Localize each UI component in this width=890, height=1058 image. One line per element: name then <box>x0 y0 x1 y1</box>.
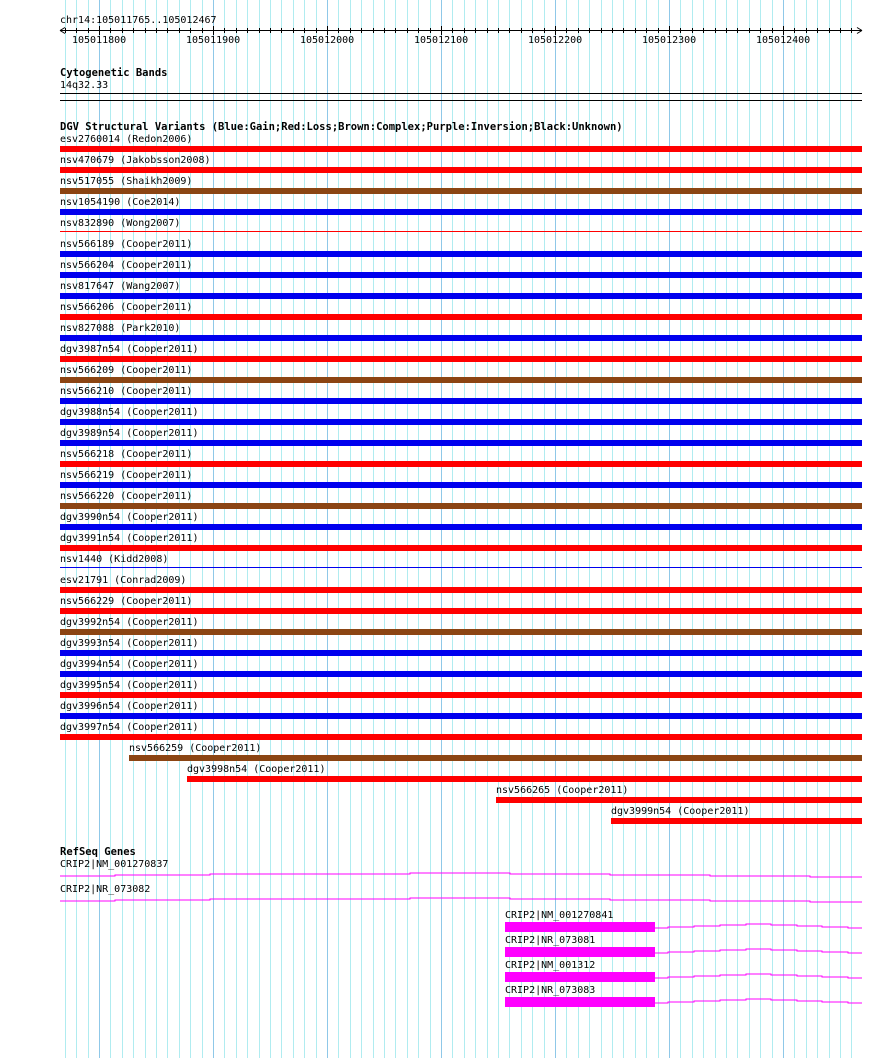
dgv-title: DGV Structural Variants (Blue:Gain;Red:Loss;Brown:Complex;Purple:Inversion;Black:Unknown) <box>60 121 623 133</box>
variant-label[interactable]: dgv3997n54 (Cooper2011) <box>60 722 199 733</box>
variant-bar[interactable] <box>60 314 862 320</box>
variant-bar[interactable] <box>60 650 862 656</box>
variant-bar[interactable] <box>60 608 862 614</box>
variant-bar[interactable] <box>60 146 862 152</box>
variant-bar[interactable] <box>60 734 862 740</box>
variant-bar[interactable] <box>60 167 862 173</box>
variant-label[interactable]: nsv832890 (Wong2007) <box>60 218 181 229</box>
variant-label[interactable]: nsv1054190 (Coe2014) <box>60 197 181 208</box>
variant-bar[interactable] <box>496 797 862 803</box>
variant-label[interactable]: dgv3989n54 (Cooper2011) <box>60 428 199 439</box>
ruler-tick-label: 105012400 <box>756 35 811 46</box>
variant-bar[interactable] <box>60 440 862 446</box>
variant-label[interactable]: nsv817647 (Wang2007) <box>60 281 181 292</box>
variant-bar[interactable] <box>60 587 862 593</box>
variant-bar[interactable] <box>60 567 862 568</box>
variant-label[interactable]: dgv3993n54 (Cooper2011) <box>60 638 199 649</box>
variant-label[interactable]: esv21791 (Conrad2009) <box>60 575 187 586</box>
ruler-tick-label: 105012200 <box>528 35 583 46</box>
variant-label[interactable]: esv2760014 (Redon2006) <box>60 134 193 145</box>
variant-bar[interactable] <box>60 356 862 362</box>
variant-label[interactable]: dgv3995n54 (Cooper2011) <box>60 680 199 691</box>
variant-label[interactable]: nsv566265 (Cooper2011) <box>496 785 629 796</box>
variant-bar[interactable] <box>60 398 862 404</box>
gene-intron-line[interactable] <box>60 898 862 902</box>
ruler-tick-label: 105011900 <box>186 35 241 46</box>
variant-bar[interactable] <box>60 335 862 341</box>
gene-intron-line[interactable] <box>655 949 862 953</box>
ruler-tick-label: 105012000 <box>300 35 355 46</box>
variant-label[interactable]: dgv3998n54 (Cooper2011) <box>187 764 326 775</box>
variant-bar[interactable] <box>60 272 862 278</box>
gene-exon[interactable] <box>505 922 655 932</box>
variant-label[interactable]: nsv566204 (Cooper2011) <box>60 260 193 271</box>
gene-label[interactable]: CRIP2|NR_073083 <box>505 985 596 996</box>
variant-bar[interactable] <box>611 818 862 824</box>
variant-bar[interactable] <box>60 251 862 257</box>
variant-label[interactable]: nsv566259 (Cooper2011) <box>129 743 262 754</box>
variant-label[interactable]: nsv566209 (Cooper2011) <box>60 365 193 376</box>
variant-label[interactable]: dgv3994n54 (Cooper2011) <box>60 659 199 670</box>
variant-label[interactable]: nsv517055 (Shaikh2009) <box>60 176 193 187</box>
variant-bar[interactable] <box>187 776 862 782</box>
variant-label[interactable]: dgv3988n54 (Cooper2011) <box>60 407 199 418</box>
variant-bar[interactable] <box>60 419 862 425</box>
variant-bar[interactable] <box>60 482 862 488</box>
gene-intron-line[interactable] <box>655 924 862 928</box>
cyto-band-bottom <box>60 100 862 101</box>
variant-label[interactable]: nsv566189 (Cooper2011) <box>60 239 193 250</box>
variant-label[interactable]: nsv1440 (Kidd2008) <box>60 554 169 565</box>
gene-label[interactable]: CRIP2|NM_001270837 <box>60 859 169 870</box>
variant-label[interactable]: nsv566229 (Cooper2011) <box>60 596 193 607</box>
variant-label[interactable]: nsv470679 (Jakobsson2008) <box>60 155 211 166</box>
variant-label[interactable]: dgv3996n54 (Cooper2011) <box>60 701 199 712</box>
gene-label[interactable]: CRIP2|NR_073081 <box>505 935 596 946</box>
gene-label[interactable]: CRIP2|NM_001270841 <box>505 910 614 921</box>
variant-label[interactable]: nsv827088 (Park2010) <box>60 323 181 334</box>
ruler-tick-label: 105012100 <box>414 35 469 46</box>
ruler-tick-label: 105012300 <box>642 35 697 46</box>
variant-bar[interactable] <box>60 713 862 719</box>
variant-bar[interactable] <box>60 545 862 551</box>
variant-label[interactable]: nsv566210 (Cooper2011) <box>60 386 193 397</box>
ruler-location: chr14:105011765..105012467 <box>60 15 217 26</box>
variant-bar[interactable] <box>60 188 862 194</box>
variant-label[interactable]: dgv3990n54 (Cooper2011) <box>60 512 199 523</box>
variant-bar[interactable] <box>60 524 862 530</box>
variant-label[interactable]: dgv3992n54 (Cooper2011) <box>60 617 199 628</box>
variant-label[interactable]: nsv566218 (Cooper2011) <box>60 449 193 460</box>
variant-bar[interactable] <box>60 209 862 215</box>
variant-label[interactable]: nsv566219 (Cooper2011) <box>60 470 193 481</box>
variant-bar[interactable] <box>60 692 862 698</box>
gene-exon[interactable] <box>505 972 655 982</box>
cyto-band: 14q32.33 <box>60 80 109 91</box>
variant-bar[interactable] <box>60 503 862 509</box>
variant-bar[interactable] <box>60 629 862 635</box>
variant-bar[interactable] <box>60 231 862 232</box>
variant-label[interactable]: nsv566220 (Cooper2011) <box>60 491 193 502</box>
variant-bar[interactable] <box>60 461 862 467</box>
variant-label[interactable]: nsv566206 (Cooper2011) <box>60 302 193 313</box>
gene-intron-line[interactable] <box>60 873 862 877</box>
gene-label[interactable]: CRIP2|NR_073082 <box>60 884 151 895</box>
refseq-title: RefSeq Genes <box>60 846 136 858</box>
variant-label[interactable]: dgv3999n54 (Cooper2011) <box>611 806 750 817</box>
gene-exon[interactable] <box>505 947 655 957</box>
variant-bar[interactable] <box>60 293 862 299</box>
gene-exon[interactable] <box>505 997 655 1007</box>
variant-bar[interactable] <box>129 755 862 761</box>
cyto-title: Cytogenetic Bands <box>60 67 168 79</box>
ruler-tick-label: 105011800 <box>72 35 127 46</box>
gene-label[interactable]: CRIP2|NM_001312 <box>505 960 596 971</box>
gene-intron-line[interactable] <box>655 974 862 978</box>
variant-bar[interactable] <box>60 671 862 677</box>
variant-label[interactable]: dgv3987n54 (Cooper2011) <box>60 344 199 355</box>
variant-bar[interactable] <box>60 377 862 383</box>
variant-label[interactable]: dgv3991n54 (Cooper2011) <box>60 533 199 544</box>
gene-intron-line[interactable] <box>655 999 862 1003</box>
cyto-band-top <box>60 93 862 94</box>
